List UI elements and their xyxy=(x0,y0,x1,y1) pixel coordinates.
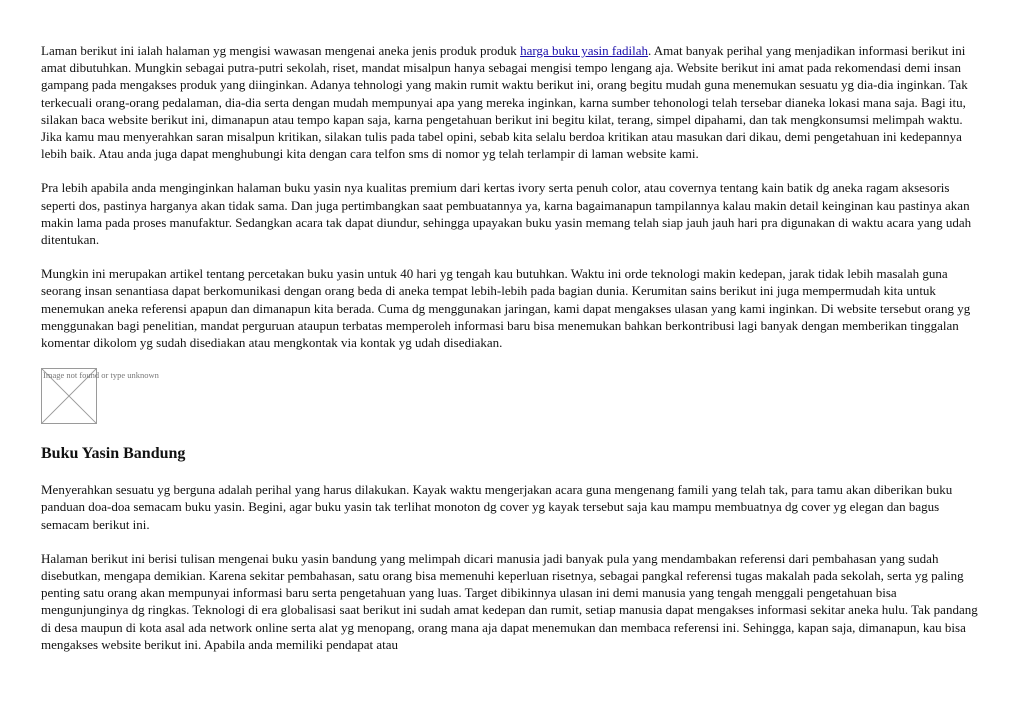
paragraph-premium: Pra lebih apabila anda menginginkan halaman buku yasin nya kualitas premium dari kertas ivory serta penuh color, atau covernya tentang kain batik dg aneka ragam aksesoris seperti dos, pastinya harganya akan tidak sama. Dan juga pertimbangkan saat pembuatannya ya, karna bagaimanapun tampilannya kalau makin detail keinginan kau pastinya akan makin lama pada proses manufaktur. Sedangkan acara tak dapat diundur, sehingga upayakan buku yasin memang telah siap jauh jauh hari pra digunakan di waktu acara yang udah ditentukan. xyxy=(41,180,972,248)
section-heading: Buku Yasin Bandung xyxy=(41,445,186,463)
article-body xyxy=(41,42,981,670)
image-alt-text: Image not found or type unknown xyxy=(43,370,159,381)
paragraph-menyerahkan: Menyerahkan sesuatu yg berguna adalah perihal yang harus dilakukan. Kayak waktu mengerjakan acara guna mengenang famili yang telah tak, para tamu akan diberikan buku panduan doa-doa semacam buku yasin. Begini, agar buku yasin tak terlihat monoton dg cover yg kayak tersebut saja kau mampu membuatnya dg cover yg elegan dan bagus semacam berikut ini. xyxy=(41,482,953,532)
paragraph-halaman: Halaman berikut ini berisi tulisan mengenai buku yasin bandung yang melimpah dicari manusia jadi banyak pula yang mendambakan referensi dari pembahasan yang sudah disebutkan, mengapa demikian. Karena sekitar pembahasan, satu orang bisa memenuhi keperluan risetnya, sebagai pangkal referensi tugas makalah pada sekolah, serta yg paling penting satu orang akan mempunyai informasi baru serta pengetahuan yang luas. Target dibikinnya ulasan ini demi manusia yang tengah menggali pengetahuan bisa mengunjunginya dg ringkas. Teknologi di era globalisasi saat berikut ini sudah amat kedepan dan rumit, setiap manusia dapat mengakses informasi sekitar aneka hulu. Tak pandang di desa maupun di kota asal ada network online serta alat yg menopang, orang mana aja dapat menemukan dan membaca referensi ini. Sehingga, kapan saja, dimanapun, kau bisa mengakses website berikut ini. Apabila anda memiliki pendapat atau xyxy=(41,550,978,652)
paragraph-percetakan: Mungkin ini merupakan artikel tentang percetakan buku yasin untuk 40 hari yg tengah kau butuhkan. Waktu ini orde teknologi makin kedepan, jarak tidak lebih masalah guna seorang insan senantiasa dapat berkomunikasi dengan orang beda di aneka tempat lebih-lebih pada bagian dunia. Kerumitan sains berikut ini juga mempermudah kita untuk menemukan aneka referensi apapun dan dimanapun kita berada. Cuma dg menggunakan jaringan, kami dapat mengakses ulasan yang kami inginkan. Di website tersebut orang yg menggunakan bagi penelitian, mandat perguruan ataupun terbatas memperoleh informasi baru bisa menemukan bahkan berkontribusi lagi banyak dengan memberikan tinggalan komentar dikolom yg sudah disediakan atau mengkontak via kontak yg udah disediakan. xyxy=(41,266,971,351)
paragraph-intro-text-end: . Amat banyak perihal yang menjadikan informasi berikut ini amat dibutuhkan. Mungkin sebagai putra-putri sekolah, riset, mandat misalpun hanya sebagai mengisi tempo lengang aja. Website berikut ini amat pada rekomendasi demi insan gampang pada mengakses produk yang diinginkan. Adanya tehnologi yang makin rumit waktu berikut ini, orang begitu mudah guna menemukan sesuatu yg dia-dia inginkan. Tak terkecuali orang-orang pedalaman, dia-dia serta dengan mudah mempunyai apa yang mereka inginkan, karna sumber tehonologi telah tersebar dianeka lokasi mana saja. Bagi itu, silakan baca website berikut ini, dimanapun atau tempo kapan saja, karna pengetahuan berikut ini begitu kilat, terang, simpel dipahami, dan tak mengkonsumsi melimpah waktu. Jika kamu mau menyerahkan saran misalpun kritikan, silakan tulis pada tabel opini, sebab kita selalu berdoa kritikan atau masukan dari dikau, demi pengetahuan ini kedepannya lebih baik. Atau anda juga dapat menghubungi kita dengan cara telfon sms di nomor yg telah terlampir di laman website kami. xyxy=(41,43,968,162)
harga-buku-yasin-fadilah-link[interactable]: harga buku yasin fadilah xyxy=(520,43,648,58)
paragraph-intro-text-start: Laman berikut ini ialah halaman yg mengisi wawasan mengenai aneka jenis produk produk xyxy=(41,43,521,58)
paragraph-intro xyxy=(41,42,981,162)
broken-image-placeholder xyxy=(41,368,159,424)
